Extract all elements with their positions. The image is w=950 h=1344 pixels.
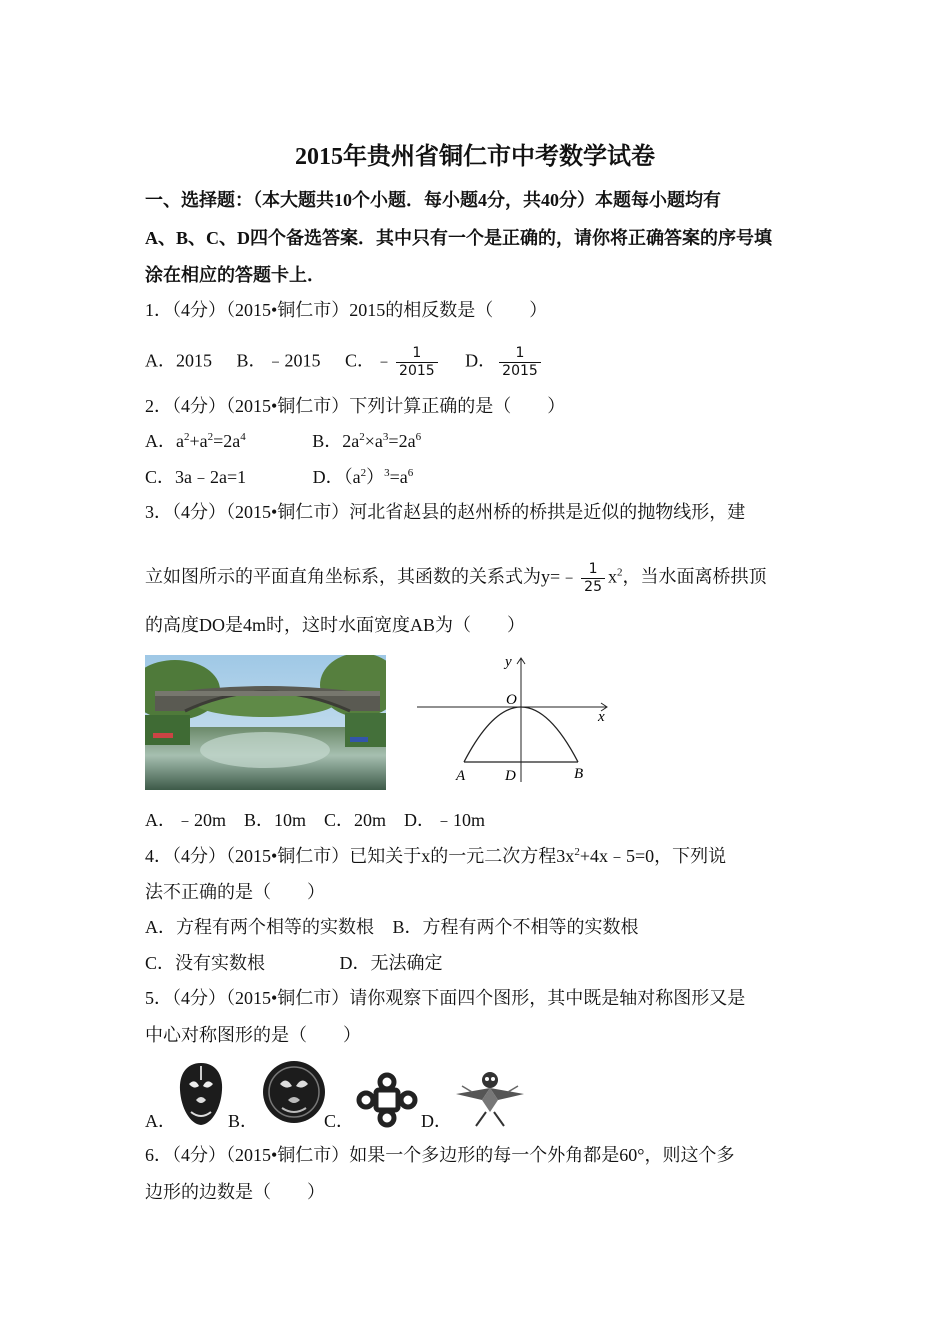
q5-option-d-label: D． xyxy=(421,1111,452,1131)
graph-label-y: y xyxy=(505,654,512,670)
q1-option-c-fraction: $\frac{1}{2015}$ xyxy=(396,345,438,380)
q6-stem-line-1: 6．（4分）（2015•铜仁市）如果一个多边形的每一个外角都是60°，则这个多 xyxy=(145,1145,735,1165)
q3-stem-line-3: 的高度DO是4m时，这时水面宽度AB为（ ） xyxy=(145,615,526,635)
q2-options-ab xyxy=(145,429,421,453)
graph-label-o: O xyxy=(506,692,517,708)
q1-options xyxy=(145,345,544,380)
q1-option-b: B．﹣2015 xyxy=(236,350,321,371)
q6-stem-line-2: 边形的边数是（ ） xyxy=(145,1182,325,1202)
q2-options-cd xyxy=(145,465,413,489)
zhaozhou-bridge-photo xyxy=(145,655,386,790)
round-mask-figure xyxy=(262,1060,326,1124)
q2-option-a: A．$a^2+a^2=2a^4$ xyxy=(145,431,246,451)
q2-stem: 2．（4分）（2015•铜仁市）下列计算正确的是（ ） xyxy=(145,396,566,416)
q3-stem-line-1: 3．（4分）（2015•铜仁市）河北省赵县的赵州桥的桥拱是近似的抛物线形，建 xyxy=(145,502,746,522)
q4-option-b: B．方程有两个不相等的实数根 xyxy=(392,917,639,937)
graph-label-a: A xyxy=(456,768,466,784)
q1-option-c-sign: ﹣ xyxy=(375,350,394,371)
q4-option-c: C．没有实数根 xyxy=(145,953,266,973)
q5-stem-line-2: 中心对称图形的是（ ） xyxy=(145,1025,361,1045)
graph-label-d: D xyxy=(505,768,516,784)
q5-option-b-label: B． xyxy=(228,1111,259,1131)
q4-options-ab xyxy=(145,915,639,939)
graph-label-x: x xyxy=(598,709,605,725)
q1-option-d: D． xyxy=(465,350,497,371)
q2-option-d: D．$(a^2)^3=a^6$ xyxy=(312,467,414,487)
page-title: 2015年贵州省铜仁市中考数学试卷 xyxy=(295,144,655,170)
q1-stem: 1．（4分）（2015•铜仁市）2015的相反数是（ ） xyxy=(145,300,548,320)
parabola-coordinate-graph xyxy=(412,652,612,787)
q5-option-a-label: A． xyxy=(145,1111,176,1131)
q2-option-c: C．3a﹣2a=1 xyxy=(145,467,247,487)
q3-fraction: $\frac{1}{25}$ xyxy=(581,561,605,596)
q4-stem-line-1: 4．（4分）（2015•铜仁市）已知关于x的一元二次方程$3x^2+4x﹣5=0$，下列说 xyxy=(145,846,727,866)
q1-option-a: A．2015 xyxy=(145,350,212,371)
graph-label-b: B xyxy=(574,766,584,782)
section-heading-line-3: 涂在相应的答题卡上． xyxy=(145,265,325,285)
q4-options-cd xyxy=(145,951,443,975)
q4-stem-line-2: 法不正确的是（ ） xyxy=(145,882,325,902)
q3-stem-line-2: 立如图所示的平面直角坐标系，其函数的关系式为y=﹣ $\frac{1}{25}$ $x^2$，当水面离桥拱顶 xyxy=(145,561,767,595)
q3-options: A．﹣20m B．10m C．20m D．﹣10m xyxy=(145,810,486,830)
section-heading-line-1: 一、选择题：（本大题共10个小题．每小题4分，共40分）本题每小题均有 xyxy=(145,190,721,210)
q1-option-d-fraction: $\frac{1}{2015}$ xyxy=(499,345,541,380)
q4-option-d: D．无法确定 xyxy=(339,953,443,973)
q5-stem-line-1: 5．（4分）（2015•铜仁市）请你观察下面四个图形，其中既是轴对称图形又是 xyxy=(145,988,746,1008)
q5-option-c-label: C． xyxy=(324,1111,355,1131)
opera-mask-figure xyxy=(176,1060,226,1128)
kite-figure xyxy=(452,1068,528,1128)
chinese-knot-figure xyxy=(356,1072,418,1128)
q4-option-a: A．方程有两个相等的实数根 xyxy=(145,917,374,937)
q1-option-c: C． xyxy=(345,350,376,371)
section-heading-line-2: A、B、C、D四个备选答案．其中只有一个是正确的，请你将正确答案的序号填 xyxy=(145,228,772,248)
q2-option-b: B．$2a^2\times a^3=2a^6$ xyxy=(312,431,422,451)
